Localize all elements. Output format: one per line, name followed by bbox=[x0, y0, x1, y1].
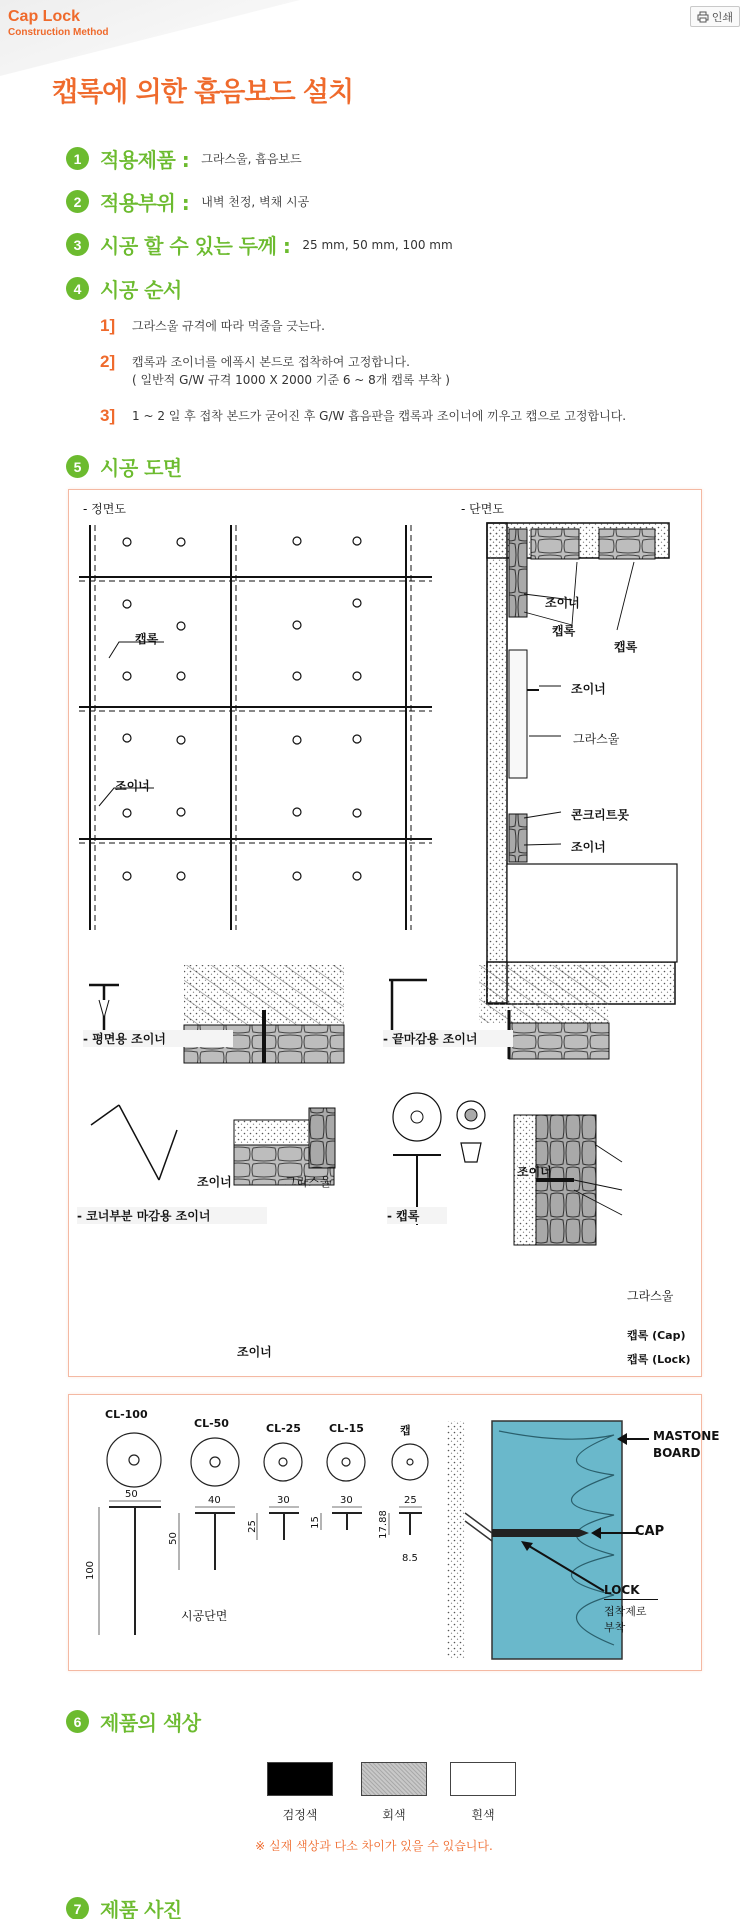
section-callout: 그라스울 bbox=[573, 732, 620, 746]
model-label: CL-100 bbox=[105, 1408, 148, 1421]
procedure-step bbox=[100, 317, 325, 335]
section-callout: 조이너 bbox=[571, 682, 606, 696]
front-view-label: - 정면도 bbox=[83, 502, 126, 516]
lock-underline bbox=[604, 1599, 658, 1600]
width-dim: 30 bbox=[340, 1495, 353, 1506]
section-product-photo bbox=[66, 1894, 182, 1919]
page-title: 캡록에 의한 흡음보드 설치 bbox=[52, 77, 354, 108]
model-label: CL-15 bbox=[329, 1422, 364, 1435]
finish-joiner-title: - 끝마감용 조이너 bbox=[383, 1030, 513, 1047]
color-notice: ※ 실재 색상과 다소 차이가 있을 수 있습니다. bbox=[255, 1839, 493, 1853]
section-applicable-product bbox=[66, 144, 302, 173]
section-heading: 시공 도면 bbox=[100, 456, 182, 480]
height-dim: 100 bbox=[85, 1560, 97, 1581]
color-swatch-black bbox=[267, 1762, 333, 1796]
print-label: 인쇄 bbox=[711, 10, 733, 24]
section-callout: 캡록 bbox=[552, 624, 576, 638]
caplock-cap-label: 캡록 (Cap) bbox=[627, 1329, 686, 1342]
brand-title: Cap Lock bbox=[8, 8, 81, 25]
section-number: 4 bbox=[66, 277, 89, 300]
procedure-step bbox=[100, 353, 450, 389]
board-label: MASTONE bbox=[653, 1429, 720, 1443]
finish-joiner-label: 조이너 bbox=[517, 1165, 552, 1179]
cap-small-dim: 8.5 bbox=[402, 1553, 418, 1564]
brand-subtitle: Construction Method bbox=[8, 27, 109, 38]
section-colors bbox=[66, 1707, 201, 1736]
flat-joiner-label: 조이너 bbox=[197, 1175, 232, 1189]
section-callout: 조이너 bbox=[545, 596, 580, 610]
front-caplock-label: 캡록 bbox=[135, 632, 159, 646]
width-dim: 30 bbox=[277, 1495, 290, 1506]
section-number: 3 bbox=[66, 233, 89, 256]
color-swatch-gray bbox=[361, 1762, 427, 1796]
color-swatch-white bbox=[450, 1762, 516, 1796]
section-applicable-area bbox=[66, 187, 309, 216]
step-number: 3] bbox=[100, 406, 116, 425]
section-heading: 적용부위 : bbox=[100, 191, 190, 215]
section-label: 시공단면 bbox=[181, 1609, 228, 1623]
height-dim: 15 bbox=[309, 1516, 321, 1529]
corner-joiner-label: 조이너 bbox=[237, 1345, 272, 1359]
section-procedure bbox=[66, 274, 182, 303]
step-text: 1 ~ 2 일 후 접착 본드가 굳어진 후 G/W 흡음판을 캡록과 조이너에 끼우고 캡으로 고정합니다. bbox=[132, 409, 627, 423]
procedure-step bbox=[100, 407, 626, 425]
section-value: 그라스울, 흡음보드 bbox=[201, 152, 302, 166]
construction-drawing bbox=[69, 490, 703, 1378]
flat-joiner-title: - 평면용 조이너 bbox=[83, 1030, 233, 1047]
section-heading: 적용제품 : bbox=[100, 148, 190, 172]
color-name: 회색 bbox=[382, 1808, 406, 1822]
width-dim: 40 bbox=[208, 1495, 221, 1506]
joiner-details bbox=[89, 965, 622, 1245]
color-name: 흰색 bbox=[471, 1808, 495, 1822]
print-button[interactable] bbox=[690, 6, 740, 27]
section-number: 5 bbox=[66, 455, 89, 478]
section-heading: 제품 사진 bbox=[100, 1898, 182, 1919]
corner-joiner-title: - 코너부분 마감용 조이너 bbox=[77, 1207, 267, 1224]
section-number: 6 bbox=[66, 1710, 89, 1733]
section-thickness bbox=[66, 230, 453, 259]
step-number: 1] bbox=[100, 316, 116, 335]
step-text: 캡록과 조이너를 에폭시 본드로 접착하여 고정합니다. bbox=[132, 355, 410, 369]
caplock-glasswool-label: 그라스울 bbox=[627, 1289, 674, 1303]
color-name: 검정색 bbox=[282, 1808, 318, 1822]
section-value: 내벽 천정, 벽채 시공 bbox=[201, 195, 310, 209]
lock-label: LOCK bbox=[604, 1583, 640, 1597]
caplock-title: - 캡록 bbox=[387, 1207, 447, 1224]
spec-panel bbox=[68, 1394, 720, 1671]
model-label: 캡 bbox=[400, 1424, 411, 1437]
flat-glasswool-label: 그라스울 bbox=[285, 1175, 332, 1189]
model-label: CL-50 bbox=[194, 1417, 229, 1430]
height-dim: 17.88 bbox=[377, 1510, 389, 1539]
height-dim: 25 bbox=[246, 1520, 258, 1533]
height-dim: 50 bbox=[167, 1532, 179, 1545]
section-view-label: - 단면도 bbox=[461, 502, 504, 516]
section-heading: 시공 할 수 있는 두께 : bbox=[100, 234, 291, 258]
width-dim: 50 bbox=[125, 1489, 138, 1500]
section-heading: 제품의 색상 bbox=[100, 1711, 201, 1735]
step-text-note: ( 일반적 G/W 규격 1000 X 2000 기준 6 ~ 8개 캡록 부착 ) bbox=[132, 373, 450, 387]
section-view bbox=[487, 523, 677, 1004]
board-label-line2: BOARD bbox=[653, 1446, 701, 1460]
cap-label: CAP bbox=[635, 1524, 665, 1539]
model-label: CL-25 bbox=[266, 1422, 301, 1435]
step-text: 그라스울 규격에 따라 먹줄을 긋는다. bbox=[132, 319, 325, 333]
section-number: 2 bbox=[66, 190, 89, 213]
section-value: 25 mm, 50 mm, 100 mm bbox=[302, 237, 453, 252]
width-dim: 25 bbox=[404, 1495, 417, 1506]
front-view-grid bbox=[79, 525, 432, 930]
section-callout: 조이너 bbox=[571, 840, 606, 854]
section-number: 7 bbox=[66, 1897, 89, 1919]
caplock-lock-label: 캡록 (Lock) bbox=[627, 1353, 691, 1366]
section-drawing bbox=[66, 452, 182, 481]
printer-icon bbox=[697, 11, 709, 23]
section-callout: 콘크리트못 bbox=[571, 808, 629, 822]
lock-sub-label-2: 부착 bbox=[604, 1621, 626, 1634]
drawing-panel bbox=[68, 489, 702, 1377]
step-number: 2] bbox=[100, 352, 116, 371]
section-number: 1 bbox=[66, 147, 89, 170]
section-heading: 시공 순서 bbox=[100, 278, 182, 302]
front-joiner-label: 조이너 bbox=[115, 779, 150, 793]
lock-sub-label: 접착제로 bbox=[604, 1605, 647, 1618]
section-callout: 캡록 bbox=[614, 640, 638, 654]
